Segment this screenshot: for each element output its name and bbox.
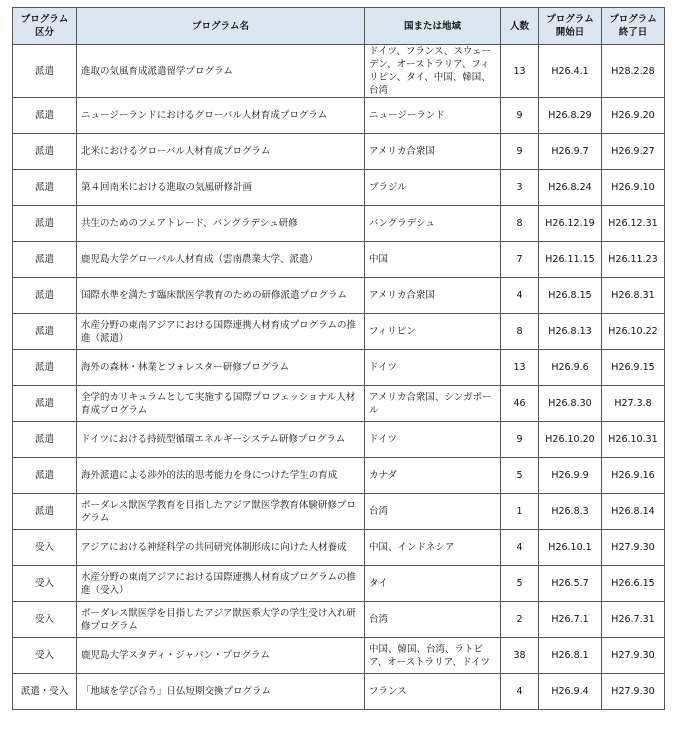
cell-start-date: H26.9.9 (539, 458, 602, 494)
cell-region: アメリカ合衆国、シンガポール (365, 386, 501, 422)
cell-count: 7 (501, 242, 539, 278)
cell-program-name: 国際水準を満たす臨床獣医学教育のための研修派遣プログラム (77, 278, 365, 314)
table-row (13, 134, 665, 170)
cell-region: ニュージーランド (365, 98, 501, 134)
cell-category: 受入 (13, 566, 77, 602)
cell-region: 中国 (365, 242, 501, 278)
table-row (13, 530, 665, 566)
cell-category: 受入 (13, 602, 77, 638)
cell-category: 派遣 (13, 45, 77, 98)
cell-count: 4 (501, 674, 539, 710)
cell-region: ドイツ (365, 422, 501, 458)
cell-end-date: H27.9.30 (602, 638, 665, 674)
cell-program-name: 鹿児島大学グローバル人材育成（雲南農業大学、派遣） (77, 242, 365, 278)
cell-category: 派遣 (13, 278, 77, 314)
cell-count: 8 (501, 314, 539, 350)
cell-category: 派遣 (13, 458, 77, 494)
table-row (13, 674, 665, 710)
cell-count: 5 (501, 458, 539, 494)
cell-program-name: 「地域を学び合う」日仏短期交換プログラム (77, 674, 365, 710)
table-row (13, 602, 665, 638)
cell-start-date: H26.10.20 (539, 422, 602, 458)
cell-start-date: H26.12.19 (539, 206, 602, 242)
cell-end-date: H28.2.28 (602, 45, 665, 98)
cell-count: 9 (501, 134, 539, 170)
cell-end-date: H27.9.30 (602, 674, 665, 710)
cell-region: タイ (365, 566, 501, 602)
table-row (13, 422, 665, 458)
cell-category: 派遣 (13, 134, 77, 170)
cell-count: 5 (501, 566, 539, 602)
cell-end-date: H26.10.31 (602, 422, 665, 458)
table-row (13, 278, 665, 314)
cell-region: フィリピン (365, 314, 501, 350)
cell-program-name: ボーダレス獣医学を目指したアジア獣医系大学の学生受け入れ研修プログラム (77, 602, 365, 638)
cell-start-date: H26.8.30 (539, 386, 602, 422)
cell-start-date: H26.8.24 (539, 170, 602, 206)
cell-region: バングラデシュ (365, 206, 501, 242)
cell-program-name: アジアにおける神経科学の共同研究体制形成に向けた人材養成 (77, 530, 365, 566)
cell-count: 9 (501, 422, 539, 458)
cell-count: 8 (501, 206, 539, 242)
cell-end-date: H27.3.8 (602, 386, 665, 422)
table-row (13, 350, 665, 386)
cell-end-date: H26.9.15 (602, 350, 665, 386)
header-end-date: プログラム 終了日 (602, 8, 665, 45)
header-category: プログラム 区分 (13, 8, 77, 45)
cell-category: 派遣 (13, 170, 77, 206)
cell-program-name: 北米におけるグローバル人材育成プログラム (77, 134, 365, 170)
cell-start-date: H26.8.13 (539, 314, 602, 350)
table-row (13, 638, 665, 674)
cell-start-date: H26.5.7 (539, 566, 602, 602)
header-count: 人数 (501, 8, 539, 45)
program-table-container (12, 7, 665, 710)
table-row (13, 314, 665, 350)
cell-program-name: 水産分野の東南アジアにおける国際連携人材育成プログラムの推進（派遣） (77, 314, 365, 350)
cell-category: 派遣・受入 (13, 674, 77, 710)
cell-program-name: ドイツにおける持続型循環エネルギーシステム研修プログラム (77, 422, 365, 458)
table-row (13, 98, 665, 134)
cell-category: 受入 (13, 530, 77, 566)
cell-category: 派遣 (13, 206, 77, 242)
program-table (12, 7, 665, 710)
cell-end-date: H26.7.31 (602, 602, 665, 638)
cell-start-date: H26.8.1 (539, 638, 602, 674)
cell-end-date: H27.9.30 (602, 530, 665, 566)
cell-region: ドイツ (365, 350, 501, 386)
cell-count: 2 (501, 602, 539, 638)
cell-program-name: 全学的カリキュラムとして実施する国際プロフェッショナル人材育成プログラム (77, 386, 365, 422)
cell-category: 派遣 (13, 494, 77, 530)
header-start-date: プログラム 開始日 (539, 8, 602, 45)
cell-start-date: H26.9.4 (539, 674, 602, 710)
cell-end-date: H26.12.31 (602, 206, 665, 242)
cell-region: 中国、韓国、台湾、ラトビア、オーストラリア、ドイツ (365, 638, 501, 674)
cell-count: 13 (501, 45, 539, 98)
cell-end-date: H26.9.16 (602, 458, 665, 494)
cell-start-date: H26.9.7 (539, 134, 602, 170)
cell-region: フランス (365, 674, 501, 710)
cell-category: 派遣 (13, 386, 77, 422)
cell-region: 台湾 (365, 602, 501, 638)
cell-category: 派遣 (13, 422, 77, 458)
cell-count: 13 (501, 350, 539, 386)
cell-region: アメリカ合衆国 (365, 278, 501, 314)
cell-end-date: H26.11.23 (602, 242, 665, 278)
cell-program-name: 鹿児島大学スタディ・ジャパン・プログラム (77, 638, 365, 674)
cell-region: カナダ (365, 458, 501, 494)
cell-program-name: ボーダレス獣医学教育を目指したアジア獣医学教育体験研修プログラム (77, 494, 365, 530)
cell-count: 1 (501, 494, 539, 530)
header-region: 国または地域 (365, 8, 501, 45)
cell-program-name: ニュージーランドにおけるグローバル人材育成プログラム (77, 98, 365, 134)
header-program-name: プログラム名 (77, 8, 365, 45)
cell-region: 台湾 (365, 494, 501, 530)
cell-program-name: 共生のためのフェアトレード、バングラデシュ研修 (77, 206, 365, 242)
header-row (13, 8, 665, 45)
cell-start-date: H26.11.15 (539, 242, 602, 278)
cell-category: 派遣 (13, 242, 77, 278)
cell-end-date: H26.9.20 (602, 98, 665, 134)
cell-start-date: H26.8.29 (539, 98, 602, 134)
cell-category: 派遣 (13, 350, 77, 386)
cell-end-date: H26.9.10 (602, 170, 665, 206)
table-row (13, 566, 665, 602)
cell-program-name: 水産分野の東南アジアにおける国際連携人材育成プログラムの推進（受入） (77, 566, 365, 602)
cell-program-name: 海外の森林・林業とフォレスター研修プログラム (77, 350, 365, 386)
cell-region: 中国、インドネシア (365, 530, 501, 566)
cell-count: 46 (501, 386, 539, 422)
cell-end-date: H26.10.22 (602, 314, 665, 350)
cell-end-date: H26.8.14 (602, 494, 665, 530)
cell-region: ドイツ、フランス、スウェーデン、オーストラリア、フィリピン、タイ、中国、韓国、台湾 (365, 45, 501, 98)
table-row (13, 494, 665, 530)
cell-count: 3 (501, 170, 539, 206)
cell-start-date: H26.8.15 (539, 278, 602, 314)
table-row (13, 170, 665, 206)
cell-start-date: H26.7.1 (539, 602, 602, 638)
table-row (13, 242, 665, 278)
cell-count: 4 (501, 278, 539, 314)
cell-start-date: H26.10.1 (539, 530, 602, 566)
cell-count: 4 (501, 530, 539, 566)
cell-program-name: 海外派遣による渉外的法的思考能力を身につけた学生の育成 (77, 458, 365, 494)
table-row (13, 45, 665, 98)
cell-program-name: 第４回南米における進取の気風研修計画 (77, 170, 365, 206)
cell-end-date: H26.6.15 (602, 566, 665, 602)
table-row (13, 206, 665, 242)
cell-category: 派遣 (13, 98, 77, 134)
cell-start-date: H26.8.3 (539, 494, 602, 530)
cell-region: ブラジル (365, 170, 501, 206)
cell-program-name: 進取の気風育成派遣留学プログラム (77, 45, 365, 98)
cell-count: 38 (501, 638, 539, 674)
cell-category: 派遣 (13, 314, 77, 350)
cell-region: アメリカ合衆国 (365, 134, 501, 170)
cell-start-date: H26.4.1 (539, 45, 602, 98)
cell-start-date: H26.9.6 (539, 350, 602, 386)
cell-count: 9 (501, 98, 539, 134)
cell-end-date: H26.9.27 (602, 134, 665, 170)
cell-end-date: H26.8.31 (602, 278, 665, 314)
cell-category: 受入 (13, 638, 77, 674)
table-row (13, 386, 665, 422)
table-row (13, 458, 665, 494)
